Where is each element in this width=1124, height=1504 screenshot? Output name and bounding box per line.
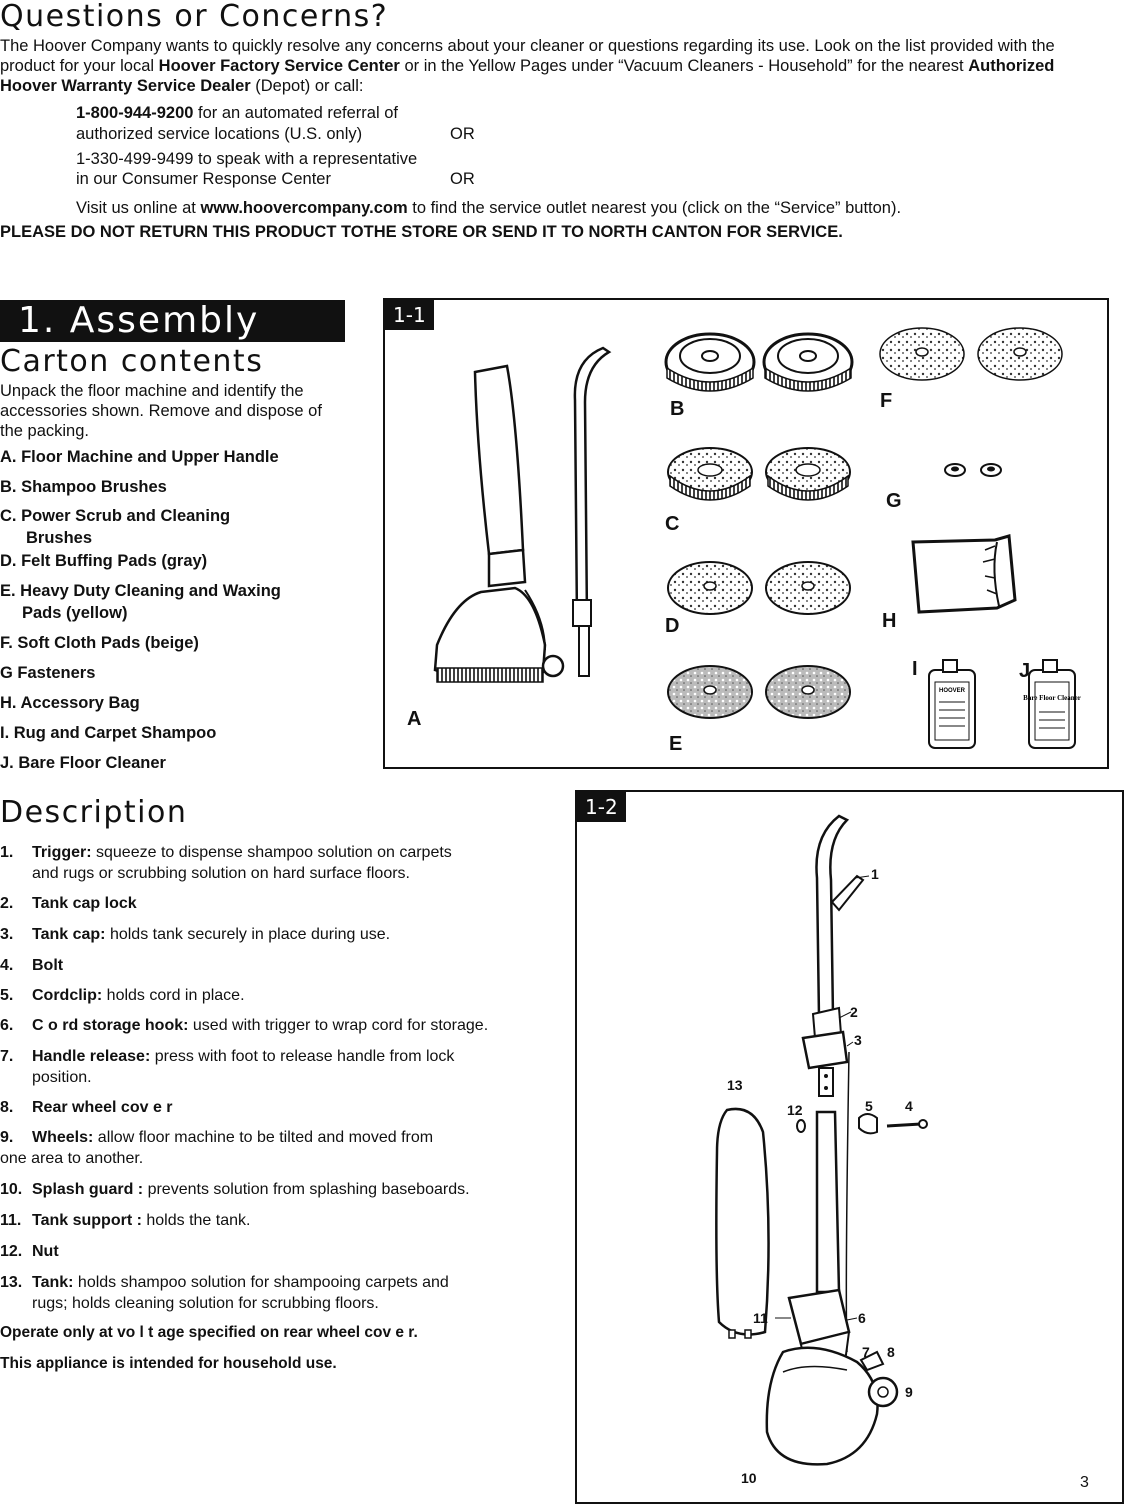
carton-item-f: F. Soft Cloth Pads (beige)	[0, 634, 199, 652]
label-a: A	[407, 708, 422, 730]
fasteners-illustration	[945, 464, 1001, 476]
carton-item-b: B. Shampoo Brushes	[0, 478, 167, 496]
description-item-number: 7.	[0, 1048, 14, 1065]
carton-item-g: G Fasteners	[0, 664, 96, 682]
callout-4: 4	[905, 1098, 913, 1114]
description-item-number: 9.	[0, 1129, 14, 1146]
carton-item-i: I. Rug and Carpet Shampoo	[0, 724, 217, 742]
description-item-number: 5.	[0, 987, 14, 1004]
callout-11: 11	[753, 1310, 768, 1326]
questions-title: Questions or Concerns?	[0, 0, 389, 34]
description-item-number: 8.	[0, 1099, 14, 1116]
or-1: OR	[450, 125, 475, 143]
description-item	[0, 1127, 560, 1169]
description-title: Description	[0, 795, 188, 830]
carton-item-j: J. Bare Floor Cleaner	[0, 754, 166, 772]
callout-8: 8	[887, 1344, 895, 1360]
description-item-term: Tank:	[32, 1274, 74, 1291]
label-g: G	[886, 490, 902, 512]
description-item	[0, 1015, 560, 1036]
description-item-text-cont: one area to another.	[0, 1150, 144, 1167]
floor-cleaner-bottle-illustration	[1023, 660, 1081, 748]
description-item-text: allow floor machine to be tilted and moved from	[93, 1129, 434, 1146]
callout-3: 3	[854, 1032, 862, 1048]
description-item-term: Tank cap:	[32, 926, 106, 943]
description-item-text: holds tank securely in place during use.	[105, 926, 391, 943]
phone-1-line-a: 1-800-944-9200 for an automated referral of	[76, 104, 398, 122]
description-item-number: 10.	[0, 1181, 23, 1198]
upper-handle-illustration	[573, 348, 609, 676]
voltage-note: Operate only at vo l t age specified on rear wheel cov e r.	[0, 1324, 418, 1341]
description-item-term: Handle release:	[32, 1048, 151, 1065]
label-e: E	[669, 733, 683, 755]
carton-item-a: A. Floor Machine and Upper Handle	[0, 448, 279, 466]
label-b: B	[670, 398, 685, 420]
scrub-brush-illustration	[668, 448, 850, 500]
callout-7: 7	[862, 1344, 870, 1360]
callout-9: 9	[905, 1384, 913, 1400]
description-item-term: Nut	[32, 1243, 59, 1260]
carton-item-e-cont: Pads (yellow)	[22, 604, 128, 622]
buffing-pad-illustration	[668, 562, 850, 614]
description-item	[0, 1046, 560, 1088]
description-item	[0, 1097, 560, 1118]
figure-1-1-tag: 1-1	[385, 300, 434, 330]
phone-1-line-b: authorized service locations (U.S. only)	[76, 125, 363, 143]
website-link[interactable]: www.hoovercompany.com	[200, 199, 408, 217]
description-item	[0, 1241, 560, 1262]
description-item	[0, 1272, 560, 1314]
description-item	[0, 1179, 560, 1200]
description-item-text: used with trigger to wrap cord for storage.	[188, 1017, 489, 1034]
figure-1-2-box	[575, 790, 1124, 1504]
label-d: D	[665, 615, 680, 637]
description-item	[0, 842, 560, 884]
figure-1-2-tag: 1-2	[577, 792, 626, 822]
questions-intro: The Hoover Company wants to quickly resolve any concerns about your cleaner or questions regarding its use. Look on the list provided with the product for your local Hoover Factory Service Center or in the Yellow Pages under “Vacuum Cleaners - Household” for the nearest Authorized Hoover Warranty Service Dealer (Depot) or call:	[0, 37, 1055, 95]
page-number: 3	[1080, 1474, 1089, 1491]
callout-1: 1	[871, 866, 879, 882]
callout-12: 12	[787, 1102, 803, 1118]
description-item-number: 4.	[0, 957, 14, 974]
callout-13: 13	[727, 1077, 743, 1093]
callout-10: 10	[741, 1470, 757, 1486]
waxing-pad-illustration	[668, 666, 850, 718]
description-item-number: 3.	[0, 926, 14, 943]
carton-intro: Unpack the floor machine and identify the accessories shown. Remove and dispose of the packing.	[0, 382, 322, 440]
bottle-j-label: Bare Floor Cleaner	[1023, 694, 1081, 702]
callout-6: 6	[858, 1310, 866, 1326]
description-item-text-cont: position.	[32, 1069, 92, 1086]
description-item-term: Tank support :	[32, 1212, 142, 1229]
label-f: F	[880, 390, 893, 412]
visit-line: Visit us online at www.hoovercompany.com to find the service outlet nearest you (click on the “Service” button).	[76, 199, 902, 217]
description-item-term: Tank cap lock	[32, 895, 137, 912]
description-item-text: squeeze to dispense shampoo solution on carpets	[91, 844, 452, 861]
bottle-i-brand: HOOVER	[938, 688, 966, 694]
label-j: J	[1019, 660, 1031, 682]
description-item-text: prevents solution from splashing baseboards.	[143, 1181, 470, 1198]
return-warning: PLEASE DO NOT RETURN THIS PRODUCT TOTHE STORE OR SEND IT TO NORTH CANTON FOR SERVICE.	[0, 223, 843, 241]
description-item-term: Wheels:	[32, 1129, 94, 1146]
description-item-text-cont: rugs; holds cleaning solution for scrubbing floors.	[32, 1295, 379, 1312]
description-item-text: holds the tank.	[141, 1212, 251, 1229]
description-item-text: press with foot to release handle from lock	[150, 1048, 455, 1065]
description-item-term: Cordclip:	[32, 987, 103, 1004]
shampoo-brush-illustration	[666, 334, 852, 391]
description-item-text: holds shampoo solution for shampooing carpets and	[73, 1274, 449, 1291]
callout-5: 5	[865, 1098, 873, 1114]
carton-item-c-cont: Brushes	[26, 529, 93, 547]
description-item-term: Rear wheel cov e r	[32, 1099, 173, 1116]
description-item-text-cont: and rugs or scrubbing solution on hard surface floors.	[32, 865, 410, 882]
carton-item-c: C. Power Scrub and Cleaning	[0, 507, 231, 525]
label-i: I	[912, 658, 918, 680]
description-item	[0, 924, 560, 945]
phone-2-line-b: in our Consumer Response Center	[76, 170, 331, 188]
figure-1-1-box	[383, 298, 1109, 769]
description-item	[0, 893, 560, 914]
description-item-text: holds cord in place.	[102, 987, 245, 1004]
description-item	[0, 1210, 560, 1231]
floor-machine-illustration	[435, 366, 563, 682]
or-2: OR	[450, 170, 475, 188]
description-item-number: 6.	[0, 1017, 14, 1034]
label-c: C	[665, 513, 680, 535]
description-item-term: C o rd storage hook:	[32, 1017, 189, 1034]
description-item-term: Bolt	[32, 957, 64, 974]
description-item-number: 2.	[0, 895, 14, 912]
description-item-number: 11.	[0, 1212, 22, 1229]
description-item-term: Trigger:	[32, 844, 92, 861]
description-item-number: 13.	[0, 1274, 23, 1291]
phone-2-line-a: 1-330-499-9499 to speak with a representative	[76, 150, 418, 168]
shampoo-bottle-illustration	[929, 660, 975, 748]
parts-diagram	[577, 792, 1122, 1502]
callout-2: 2	[850, 1004, 858, 1020]
description-item-number: 1.	[0, 844, 14, 861]
assembly-section-header: 1. Assembly	[0, 300, 345, 342]
cloth-pad-illustration	[880, 328, 1062, 380]
label-h: H	[882, 610, 897, 632]
carton-item-d: D. Felt Buffing Pads (gray)	[0, 552, 208, 570]
description-item	[0, 955, 560, 976]
description-item	[0, 985, 560, 1006]
carton-item-e: E. Heavy Duty Cleaning and Waxing	[0, 582, 281, 600]
carton-item-h: H. Accessory Bag	[0, 694, 140, 712]
description-item-number: 12.	[0, 1243, 23, 1260]
household-note: This appliance is intended for household use.	[0, 1355, 337, 1372]
carton-contents-title: Carton contents	[0, 344, 264, 379]
accessory-bag-illustration	[913, 536, 1015, 612]
carton-contents-illustration	[385, 300, 1107, 767]
description-item-term: Splash guard :	[32, 1181, 144, 1198]
